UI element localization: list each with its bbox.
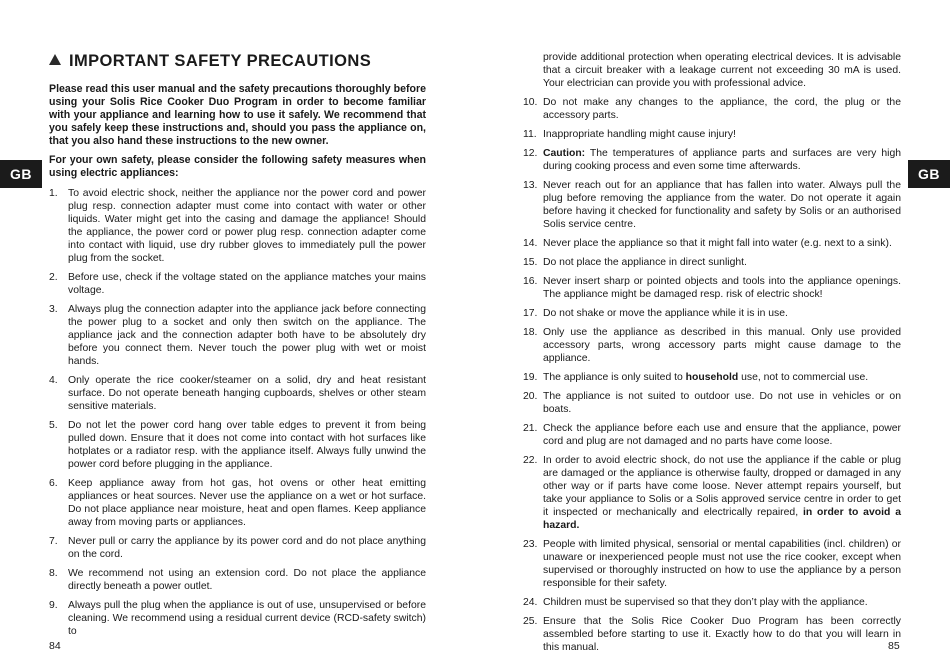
item-number: 25. (523, 616, 538, 627)
list-item-continuation (525, 51, 901, 90)
item-text: Children must be supervised so that they don’t play with the appliance. (543, 597, 868, 608)
list-item (525, 128, 901, 141)
item-text: Do not shake or move the appliance while it is in use. (543, 308, 788, 319)
title-text: IMPORTANT SAFETY PRECAUTIONS (69, 52, 372, 70)
list-item (525, 538, 901, 590)
item-text: The temperatures of appliance parts and surfaces are very high during cooking process and even some time afterwards. (543, 148, 901, 172)
item-text: Always pull the plug when the appliance is out of use, unsupervised or before cleaning. We recommend using a residual current device (RCD-safety switch) to (68, 600, 426, 637)
language-tab-right: GB (908, 160, 950, 188)
page-number-left: 84 (49, 640, 61, 652)
item-text: Before use, check if the voltage stated on the appliance matches your mains voltage. (68, 272, 426, 296)
item-text: provide additional protection when operating electrical devices. It is advisable that a circuit breaker with a leakage current not exceeding 30 mA is used. Your electrician can provide you with professional advice. (543, 52, 901, 89)
list-item (49, 374, 426, 413)
hazard-emphasis: in order to avoid a hazard. (543, 507, 901, 531)
item-text: use, not to commercial use. (738, 372, 869, 383)
list-item (49, 477, 426, 529)
item-number: 10. (523, 97, 538, 108)
safety-measures-intro: For your own safety, please consider the following safety measures when using electric appliances: (49, 154, 426, 179)
item-text: The appliance is not suited to outdoor use. Do not use in vehicles or on boats. (543, 391, 901, 415)
item-text: Never pull or carry the appliance by its power cord and do not place anything on the cord. (68, 536, 426, 560)
item-text: Keep appliance away from hot gas, hot ovens or other heat emitting appliances or heat sources. Never use the appliance on a wet or hot surface. Do not place appliance near moisture, heat and open flames. Keep appliance away from moving parts or appliances. (68, 478, 426, 528)
safety-list-right (525, 51, 901, 654)
item-number: 16. (523, 276, 538, 287)
item-number: 7. (49, 536, 58, 547)
item-number: 17. (523, 308, 538, 319)
item-number: 14. (523, 238, 538, 249)
list-item (525, 256, 901, 269)
item-number: 12. (523, 148, 538, 159)
item-number: 19. (523, 372, 538, 383)
item-text: Never place the appliance so that it might fall into water (e.g. next to a sink). (543, 238, 892, 249)
list-item (525, 422, 901, 448)
item-text: To avoid electric shock, neither the appliance nor the power cord and power plug resp. connection adapter must come into contact with water or other liquids. Water might get into the casing and damage the appliance! Should the appliance, the power cord or power plug resp. connection adapter come into contact with liquid, use dry rubber gloves to immediately pull the power plug from the socket. (68, 188, 426, 264)
item-number: 13. (523, 180, 538, 191)
item-text: Do not place the appliance in direct sunlight. (543, 257, 747, 268)
list-item (49, 271, 426, 297)
list-item (49, 567, 426, 593)
item-number: 5. (49, 420, 58, 431)
item-text: Never insert sharp or pointed objects and tools into the appliance openings. The appliance might be damaged resp. risk of electric shock! (543, 276, 901, 300)
item-number: 2. (49, 272, 58, 283)
list-item (525, 179, 901, 231)
list-item (525, 326, 901, 365)
list-item (49, 419, 426, 471)
list-item (525, 371, 901, 384)
list-item (49, 535, 426, 561)
household-emphasis: household (685, 372, 739, 383)
item-number: 11. (523, 129, 537, 140)
item-number: 21. (523, 423, 538, 434)
item-number: 6. (49, 478, 58, 489)
warning-triangle-icon (49, 54, 61, 65)
page-number-right: 85 (888, 640, 900, 652)
list-item (525, 454, 901, 532)
list-item (49, 599, 426, 638)
item-text: The appliance is only suited to (543, 372, 686, 383)
list-item (525, 307, 901, 320)
item-number: 8. (49, 568, 58, 579)
list-item (525, 147, 901, 173)
language-tab-left: GB (0, 160, 42, 188)
item-text: We recommend not using an extension cord. Do not place the appliance directly beneath a power outlet. (68, 568, 426, 592)
item-number: 1. (49, 188, 58, 199)
item-number: 3. (49, 304, 58, 315)
caution-label: Caution: (543, 148, 586, 159)
list-item (525, 237, 901, 250)
item-text: Do not make any changes to the appliance, the cord, the plug or the accessory parts. (543, 97, 901, 121)
section-title (49, 52, 371, 71)
list-item (525, 96, 901, 122)
item-text: Inappropriate handling might cause injury! (543, 129, 736, 140)
list-item (525, 615, 901, 654)
item-number: 9. (49, 600, 58, 611)
item-text: People with limited physical, sensorial or mental capabilities (incl. children) or unaware or inexperienced people must not use the rice cooker, except when supervised or thoroughly instructed on how to use the appliance by a person responsible for their safety. (543, 539, 901, 589)
list-item (525, 596, 901, 609)
list-item (49, 187, 426, 265)
safety-list-left (49, 187, 426, 638)
list-item (525, 275, 901, 301)
list-item (525, 390, 901, 416)
item-number: 23. (523, 539, 538, 550)
item-number: 24. (523, 597, 538, 608)
item-number: 20. (523, 391, 538, 402)
item-text: Do not let the power cord hang over table edges to prevent it from being pulled down. Ensure that it does not come into contact with hot surfaces like hotplates or a radiator resp. with the appliance itself. Always fully unwind the power cord before plugging in the appliance. (68, 420, 426, 470)
item-text: Check the appliance before each use and ensure that the appliance, power cord and plug are not damaged and no parts have come loose. (543, 423, 901, 447)
item-text: Only use the appliance as described in this manual. Only use provided accessory parts, wrong accessory parts might cause damage to the appliance. (543, 327, 901, 364)
item-text: Always plug the connection adapter into the appliance jack before connecting the power plug to a socket and only then switch on the appliance. The appliance jack and the connection adapter both have to be absolutely dry before you connect them. Never touch the power plug with wet or moist hands. (68, 304, 426, 367)
item-text: In order to avoid electric shock, do not use the appliance if the cable or plug are damaged or the appliance is otherwise faulty, dropped or damaged in any other way or if parts have come loose. Never attempt repairs yourself, but take your appliance to Solis or a Solis approved service centre in order to get it inspected or mechanically and electrically repaired, (543, 455, 901, 518)
item-text: Never reach out for an appliance that has fallen into water. Always pull the plug before removing the appliance from the water. Do not operate it again before having it checked for functionality and safety by Solis or an authorised Solis service centre. (543, 180, 901, 230)
item-number: 22. (523, 455, 538, 466)
item-number: 4. (49, 375, 58, 386)
list-item (49, 303, 426, 368)
item-number: 18. (523, 327, 538, 338)
item-number: 15. (523, 257, 538, 268)
intro-paragraph: Please read this user manual and the safety precautions thoroughly before using your Solis Rice Cooker Duo Program in order to become familiar with your appliance and learning how to use it safely. We recommend that you safely keep these instructions and, should you pass the appliance on, that you also hand these instructions to the new owner. (49, 83, 426, 147)
item-text: Only operate the rice cooker/steamer on a solid, dry and heat resistant surface. Do not operate beneath hanging cupboards, shelves or other steam sensitive materials. (68, 375, 426, 412)
item-text: Ensure that the Solis Rice Cooker Duo Program has been correctly assembled before starting to use it. Exactly how to do that you will learn in this manual. (543, 616, 901, 653)
